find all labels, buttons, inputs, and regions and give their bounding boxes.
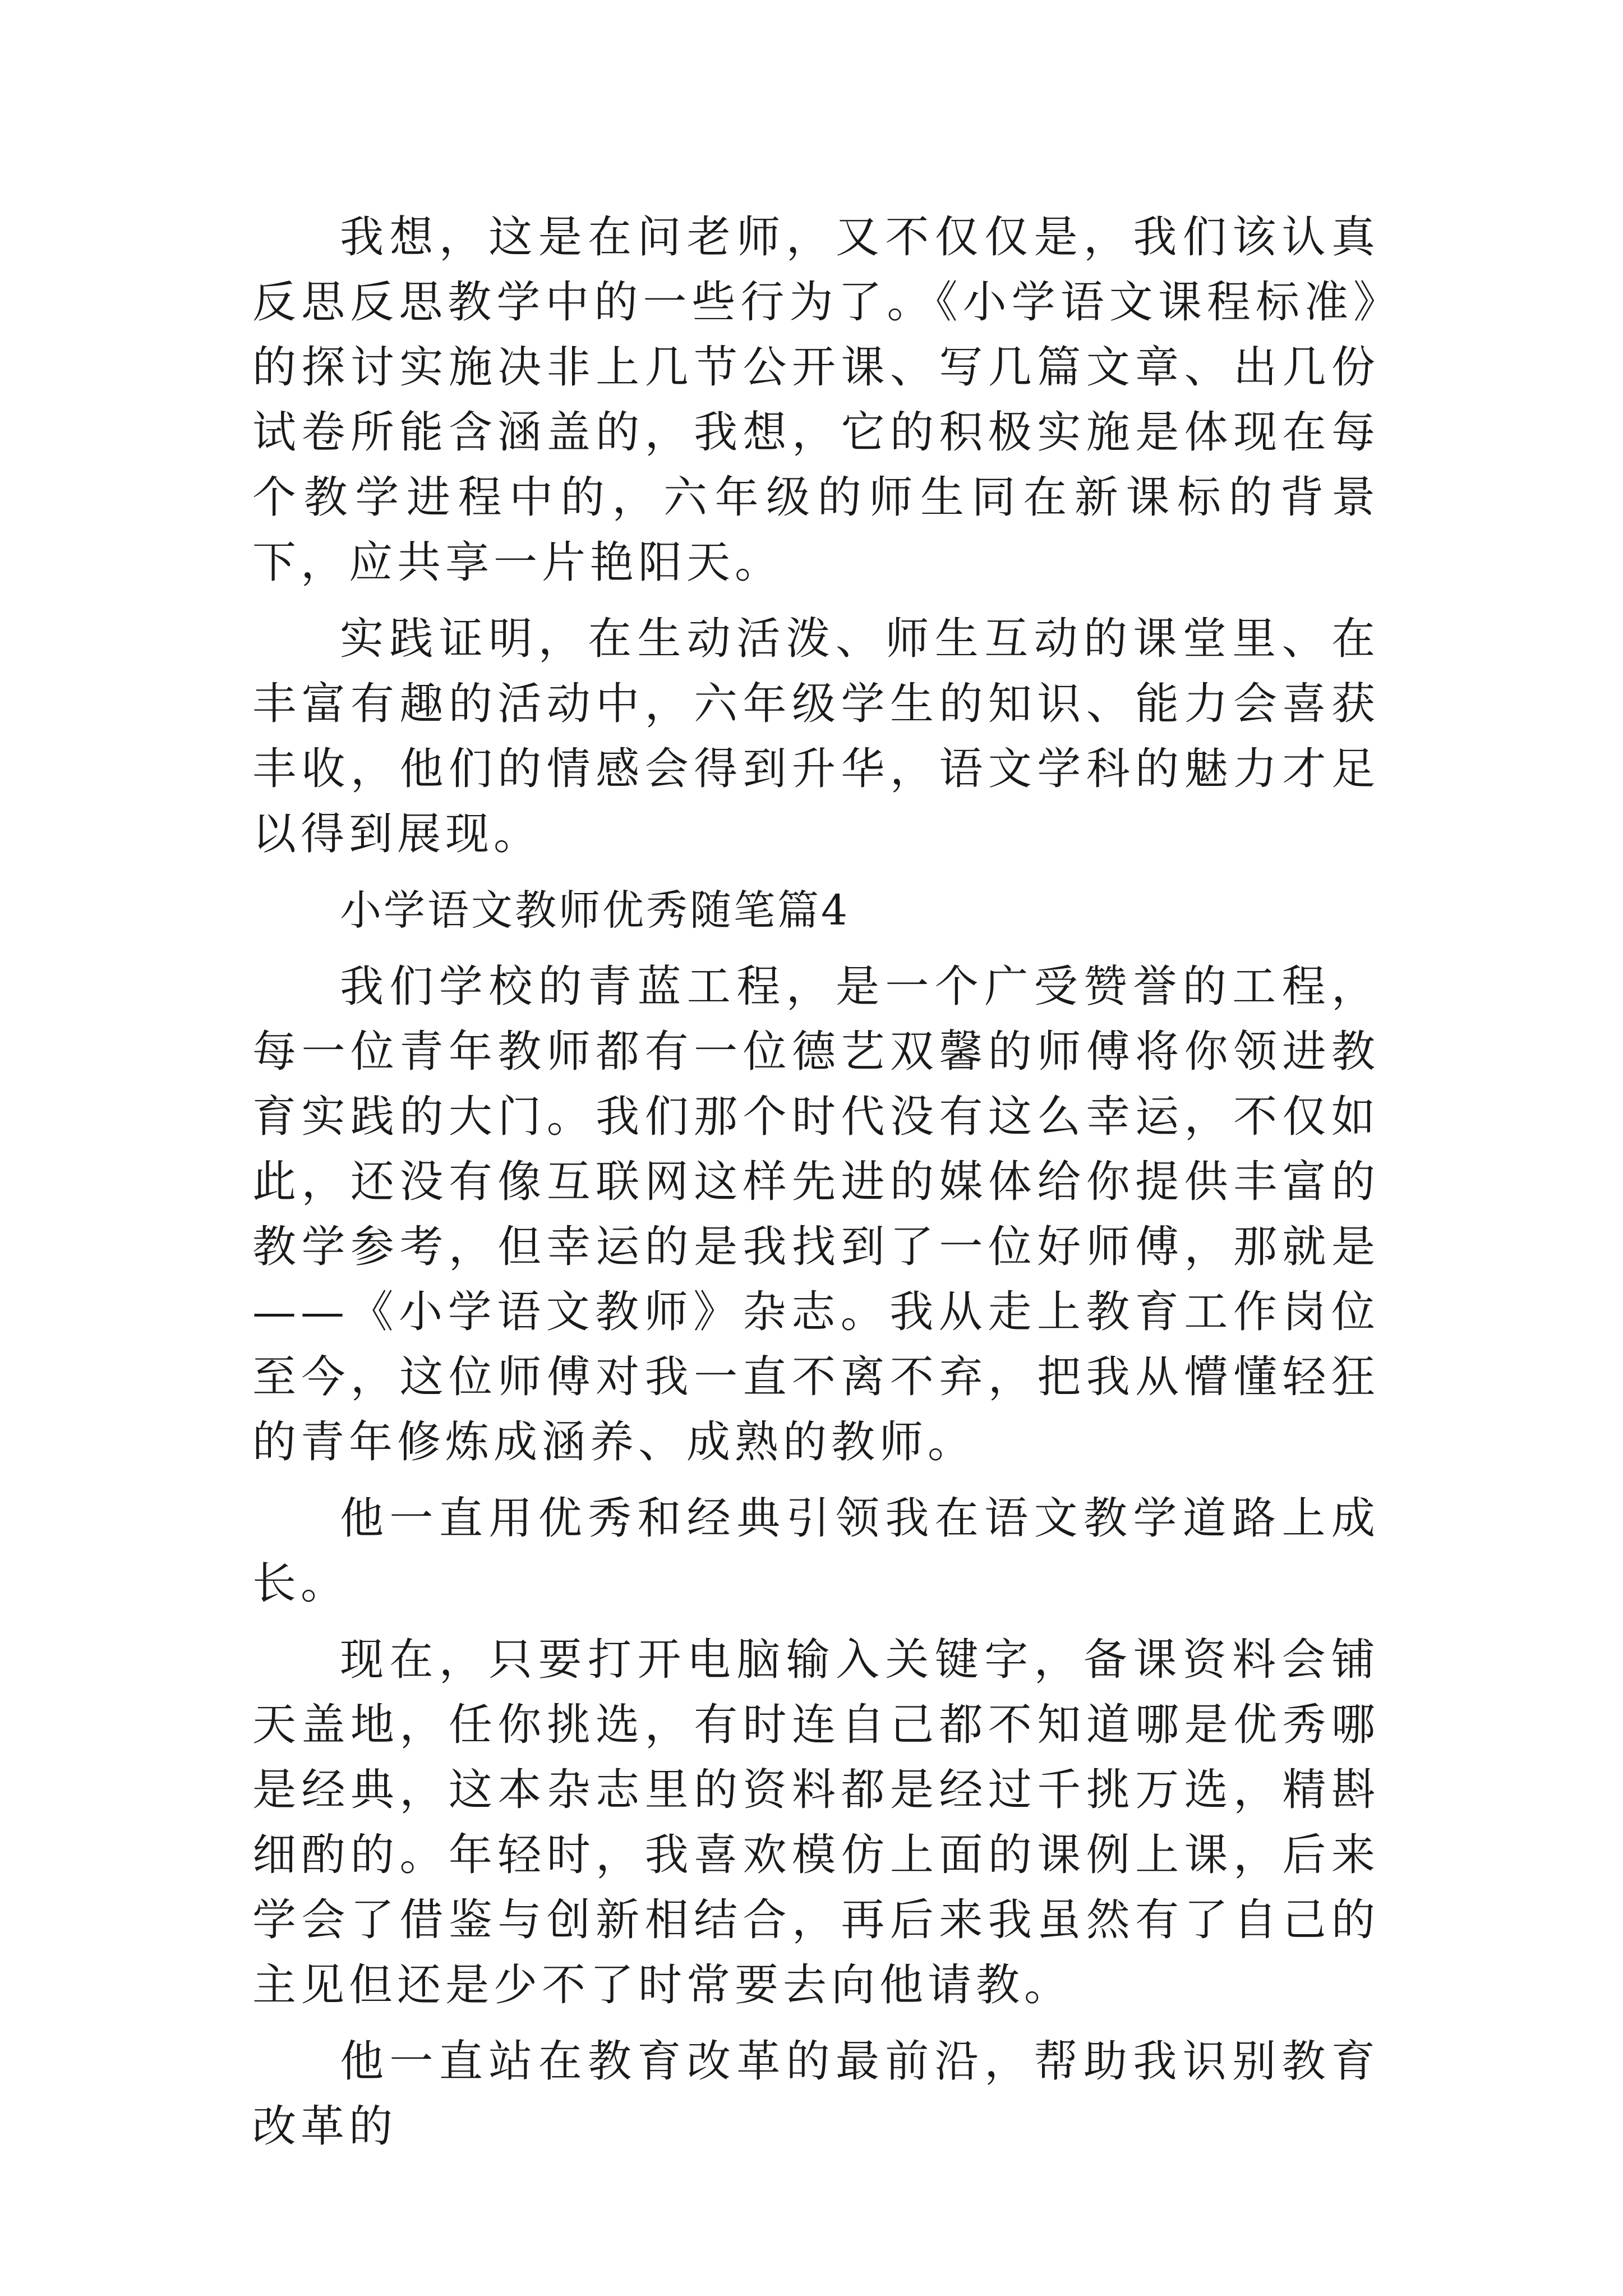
paragraph-reflection: 我想，这是在问老师，又不仅仅是，我们该认真反思反思教学中的一些行为了。《小学语文课程标准》的探讨实施决非上几节公开课、写几篇文章、出几份试卷所能含涵盖的，我想，它的积极实施是体现在每个教学进程中的，六年级的师生同在新课标的背景下，应共享一片艳阳天。: [252, 212, 1380, 588]
paragraph-mentor: 我们学校的青蓝工程，是一个广受赞誉的工程，每一位青年教师都有一位德艺双馨的师傅将你领进教育实践的大门。我们那个时代没有这么幸运，不仅如此，还没有像互联网这样先进的媒体给你提供丰富的教学参考，但幸运的是我找到了一位好师傅，那就是——《小学语文教师》杂志。我从走上教育工作岗位至今，这位师傅对我一直不离不弃，把我从懵懂轻狂的青年修炼成涵养、成熟的教师。: [252, 961, 1380, 1467]
document-body: [252, 205, 1380, 2170]
paragraph-reform: 他一直站在教育改革的最前沿，帮助我识别教育改革的: [252, 2036, 1380, 2152]
section-heading: 小学语文教师优秀随笔篇4: [340, 886, 850, 935]
paragraph-practice: 实践证明，在生动活泼、师生互动的课堂里、在丰富有趣的活动中，六年级学生的知识、能力会喜获丰收，他们的情感会得到升华，语文学科的魅力才足以得到展现。: [252, 614, 1380, 859]
paragraph-guidance: 他一直用优秀和经典引领我在语文教学道路上成长。: [252, 1493, 1380, 1609]
paragraph-resources: 现在，只要打开电脑输入关键字，备课资料会铺天盖地，任你挑选，有时连自己都不知道哪是优秀哪是经典，这本杂志里的资料都是经过千挑万选，精斟细酌的。年轻时，我喜欢模仿上面的课例上课，后来学会了借鉴与创新相结合，再后来我虽然有了自己的主见但还是少不了时常要去向他请教。: [252, 1635, 1380, 2010]
